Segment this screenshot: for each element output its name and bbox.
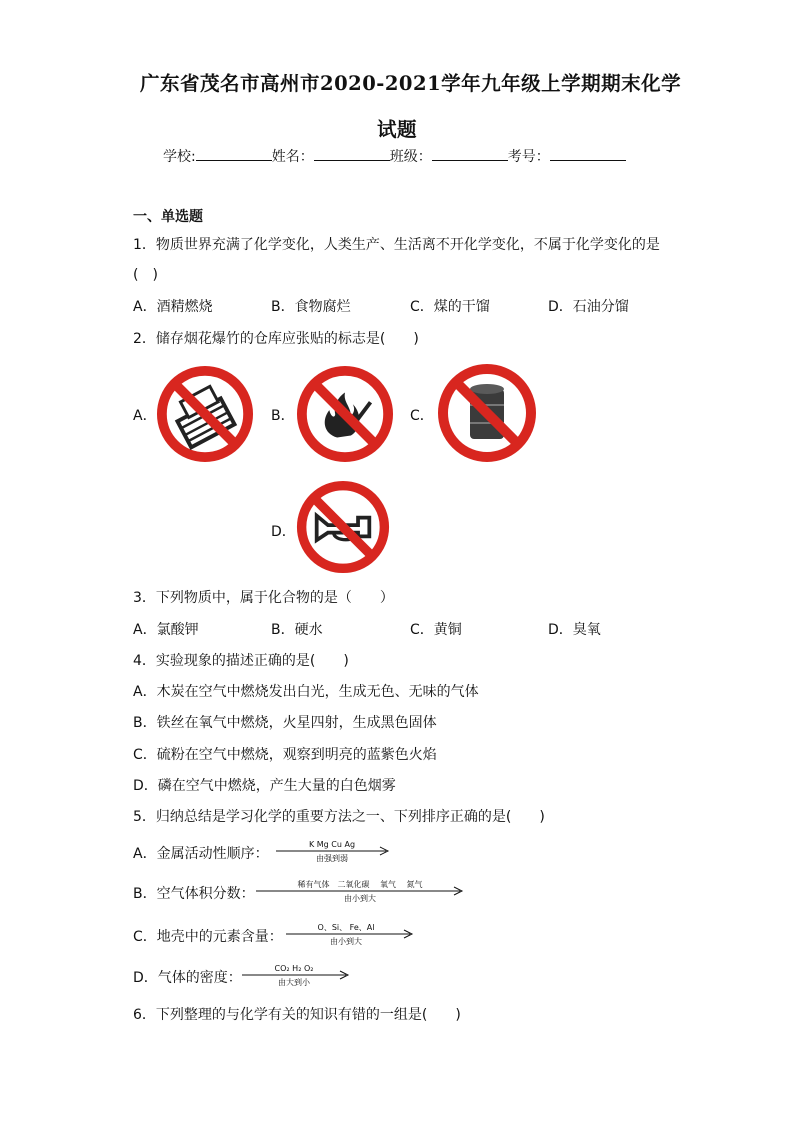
q1-stem-bracket: ( ) (133, 267, 158, 283)
q2-stem: 2．储存烟花爆竹的仓库应张贴的标志是( ) (133, 331, 419, 347)
page-title-line2: 试题 (377, 118, 418, 141)
q1-option-c: C．煤的干馏 (410, 299, 490, 315)
q5-b-bottom-text: 由小到大 (344, 894, 376, 903)
name-field[interactable] (314, 146, 390, 161)
q4-option-a: A．木炭在空气中燃烧发出白光，生成无色、无味的气体 (133, 684, 479, 700)
q1-option-b: B．食物腐烂 (271, 299, 351, 315)
q5-c-bottom-text: 由小到大 (330, 937, 362, 946)
number-field[interactable] (550, 146, 626, 161)
q5-a-top-text: K Mg Cu Ag (308, 840, 356, 849)
q4-stem: 4．实验现象的描述正确的是( ) (133, 653, 349, 669)
q5-option-d-label: D．气体的密度： (133, 970, 242, 986)
q5-option-a-arrow (274, 837, 394, 869)
q3-option-b: B．硬水 (271, 622, 323, 638)
q5-option-a-label: A．金属活动性顺序： (133, 846, 269, 862)
q2-label-d: D． (271, 524, 296, 540)
no-open-flame-icon (296, 365, 394, 467)
q5-option-c-label: C．地壳中的元素含量： (133, 929, 283, 945)
q3-option-c: C．黄铜 (410, 622, 462, 638)
no-matches-icon (156, 365, 254, 467)
q5-c-top-text: O、Si、 Fe、Al (317, 923, 375, 932)
q5-option-b-label: B．空气体积分数： (133, 886, 255, 902)
q1-option-a: A．酒精燃烧 (133, 299, 213, 315)
q4-option-c: C．硫粉在空气中燃烧，观察到明亮的蓝紫色火焰 (133, 747, 437, 763)
q5-a-bottom-text: 由强到弱 (316, 854, 348, 863)
class-label: 班级： (389, 149, 432, 165)
q5-d-top-text: CO₂ H₂ O₂ (274, 964, 314, 973)
q2-label-c: C． (410, 408, 434, 424)
no-horn-icon (296, 480, 390, 578)
q5-b-top-text: 稀有气体 二氧化碳 氧气 氮气 (297, 880, 423, 889)
no-oil-drum-icon (437, 363, 537, 467)
q5-option-b-arrow (254, 877, 468, 909)
school-field[interactable] (196, 146, 272, 161)
school-label: 学校: (163, 149, 196, 165)
section-heading: 一、单选题 (133, 209, 203, 225)
q5-stem: 5．归纳总结是学习化学的重要方法之一、下列排序正确的是( ) (133, 809, 545, 825)
page-title: 广东省茂名市高州市2020-2021学年九年级上学期期末化学 (140, 72, 682, 95)
name-label: 姓名： (271, 149, 314, 165)
q6-stem: 6．下列整理的与化学有关的知识有错的一组是( ) (133, 1007, 461, 1023)
q4-option-b: B．铁丝在氧气中燃烧，火星四射，生成黑色固体 (133, 715, 437, 731)
q1-option-d: D．石油分馏 (548, 299, 629, 315)
number-label: 考号： (507, 149, 550, 165)
q3-stem: 3．下列物质中，属于化合物的是（ ） (133, 590, 394, 606)
q5-d-bottom-text: 由大到小 (278, 978, 310, 987)
student-info-row (163, 146, 626, 166)
q5-option-d-arrow (240, 961, 354, 993)
q1-stem: 1．物质世界充满了化学变化，人类生产、生活离不开化学变化，不属于化学变化的是 (133, 237, 660, 253)
q3-option-a: A．氯酸钾 (133, 622, 199, 638)
q4-option-d: D．磷在空气中燃烧，产生大量的白色烟雾 (133, 778, 396, 794)
q2-label-b: B． (271, 408, 295, 424)
q3-option-d: D．臭氧 (548, 622, 601, 638)
q5-option-c-arrow (284, 920, 418, 952)
class-field[interactable] (432, 146, 508, 161)
q2-label-a: A． (133, 408, 157, 424)
